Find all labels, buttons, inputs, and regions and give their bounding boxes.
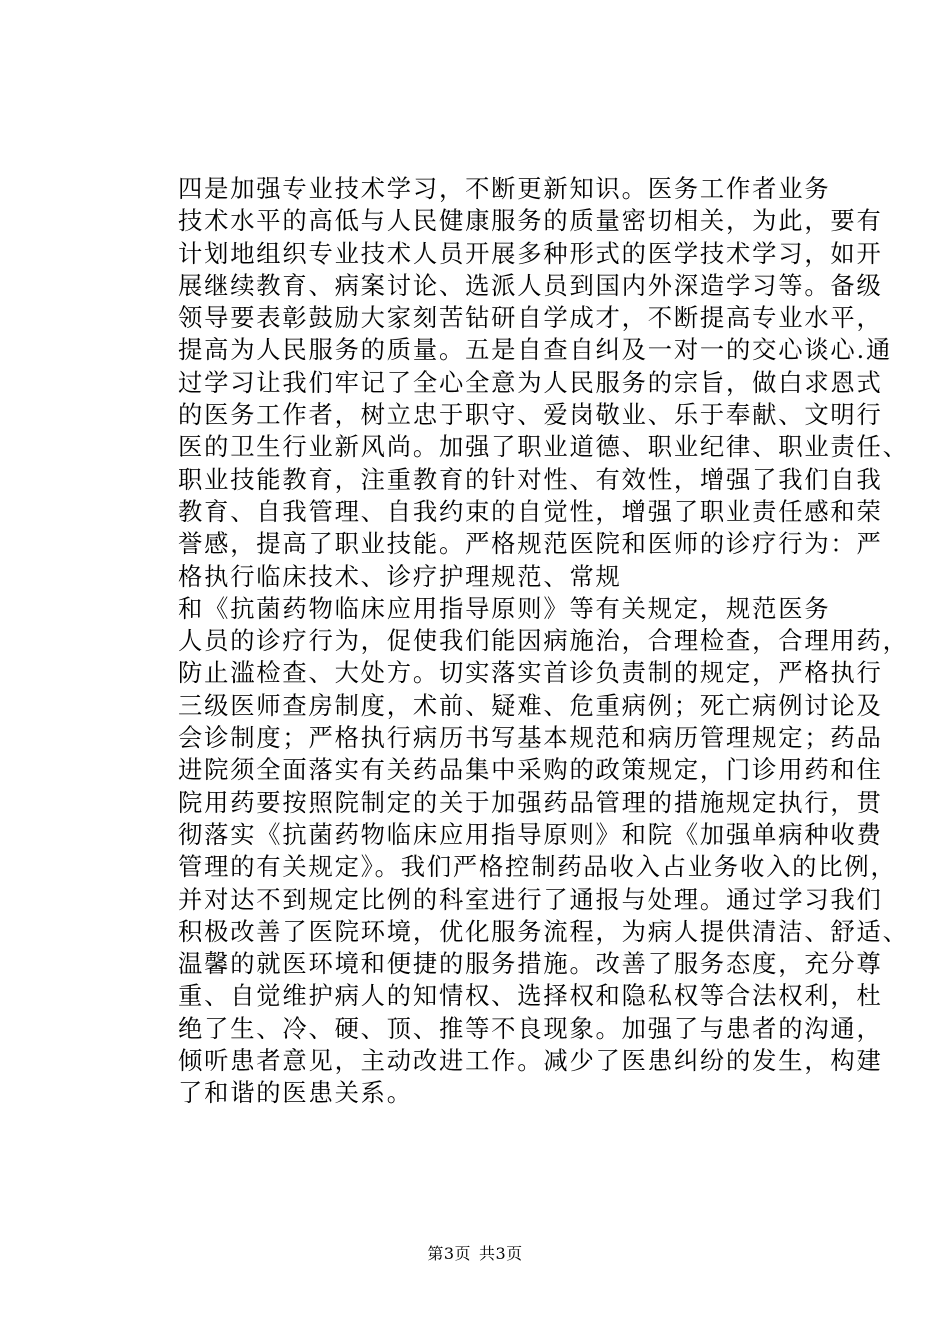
text-line: 防止滥检查、大处方。切实落实首诊负责制的规定，严格执行 [178, 658, 883, 688]
document-body [126, 173, 909, 1110]
page-total: 共3页 [479, 1244, 523, 1263]
text-line: 会诊制度；严格执行病历书写基本规范和病历管理规定；药品 [178, 723, 883, 753]
text-line: 积极改善了医院环境，优化服务流程，为病人提供清洁、舒适、 [178, 916, 909, 946]
text-line: 格执行临床技术、诊疗护理规范、常规 [178, 561, 622, 591]
paragraph-2 [126, 593, 909, 1110]
page-number: 第3页 [427, 1244, 471, 1263]
page-footer [0, 1244, 950, 1264]
text-line: 人员的诊疗行为，促使我们能因病施治，合理检查，合理用药， [178, 626, 909, 656]
text-line: 院用药要按照院制定的关于加强药品管理的措施规定执行，贯 [178, 787, 883, 817]
text-line: 誉感，提高了职业技能。严格规范医院和医师的诊疗行为：严 [178, 529, 883, 559]
text-line: 和《抗菌药物临床应用指导原则》等有关规定，规范医务 [178, 593, 831, 623]
text-line: 教育、自我管理、自我约束的自觉性，增强了职业责任感和荣 [178, 496, 883, 526]
text-line: 管理的有关规定》。我们严格控制药品收入占业务收入的比例， [178, 852, 897, 882]
text-line: 技术水平的高低与人民健康服务的质量密切相关，为此，要有 [178, 206, 883, 236]
text-line: 四是加强专业技术学习，不断更新知识。医务工作者业务 [178, 174, 831, 203]
text-line: 的医务工作者，树立忠于职守、爱岗敬业、乐于奉献、文明行 [178, 400, 883, 430]
text-line: 展继续教育、病案讨论、选派人员到国内外深造学习等。备级 [178, 270, 883, 300]
paragraph-1 [126, 173, 909, 593]
text-line: 计划地组织专业技术人员开展多种形式的医学技术学习，如开 [178, 238, 883, 268]
text-line: 温馨的就医环境和便捷的服务措施。改善了服务态度，充分尊 [178, 949, 883, 979]
text-line: 彻落实《抗菌药物临床应用指导原则》和院《加强单病种收费 [178, 819, 883, 849]
text-line: 过学习让我们牢记了全心全意为人民服务的宗旨，做白求恩式 [178, 367, 883, 397]
text-line: 倾听患者意见，主动改进工作。减少了医患纠纷的发生，构建 [178, 1046, 883, 1076]
text-line: 了和谐的医患关系。 [178, 1078, 413, 1108]
text-line: 重、自觉维护病人的知情权、选择权和隐私权等合法权利，杜 [178, 981, 883, 1011]
text-line: 三级医师查房制度，术前、疑难、危重病例；死亡病例讨论及 [178, 690, 883, 720]
text-line: 并对达不到规定比例的科室进行了通报与处理。通过学习我们 [178, 884, 883, 914]
text-line: 领导要表彰鼓励大家刻苦钻研自学成才，不断提高专业水平， [178, 303, 883, 333]
text-line: 医的卫生行业新风尚。加强了职业道德、职业纪律、职业责任、 [178, 432, 909, 462]
text-line: 进院须全面落实有关药品集中采购的政策规定，门诊用药和住 [178, 755, 883, 785]
text-line: 绝了生、冷、硬、顶、推等不良现象。加强了与患者的沟通， [178, 1013, 883, 1043]
text-line: 职业技能教育，注重教育的针对性、有效性，增强了我们自我 [178, 464, 883, 494]
text-line: 提高为人民服务的质量。五是自查自纠及一对一的交心谈心.通 [178, 335, 893, 365]
